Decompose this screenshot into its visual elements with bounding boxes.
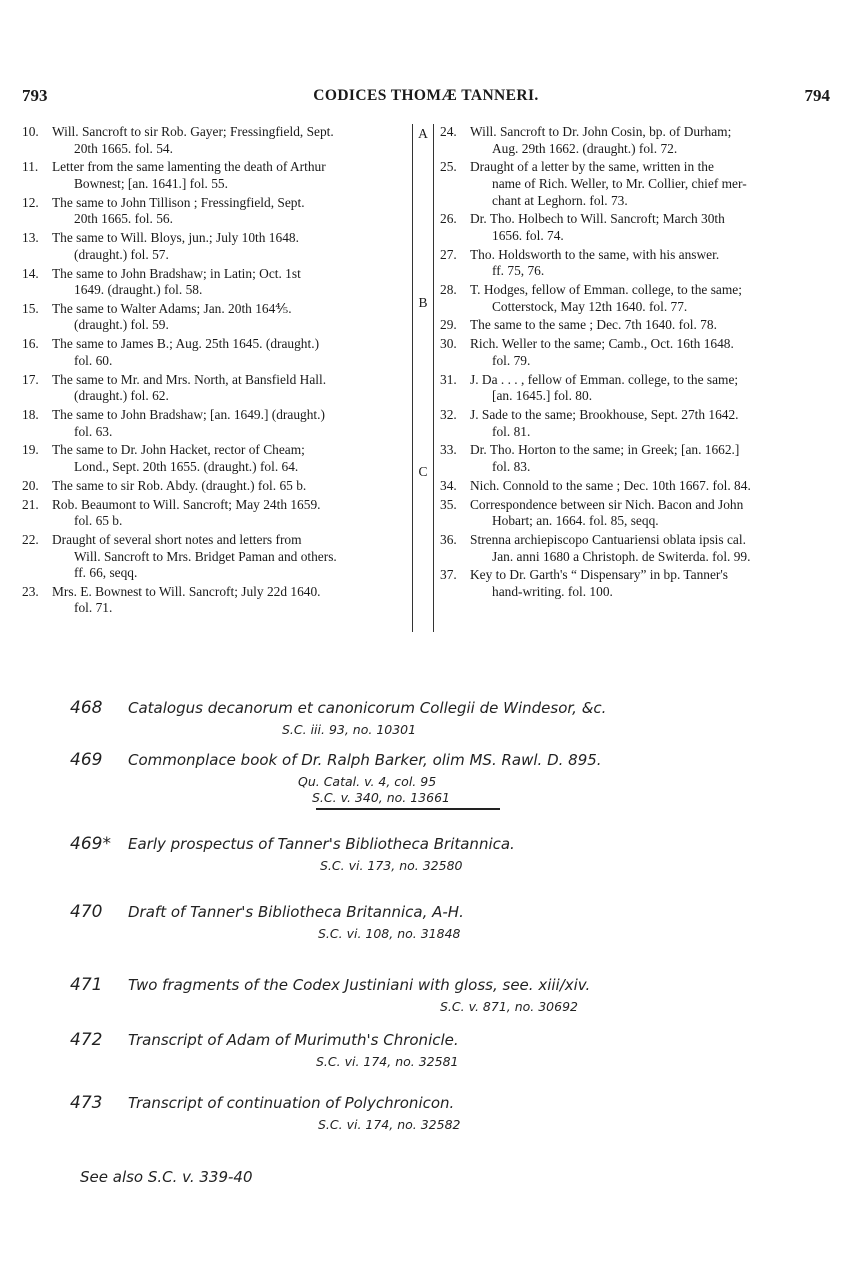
entry-line: Jan. anni 1680 a Christoph. de Switerda. fol. 99. (492, 548, 751, 564)
entry-line: (draught.) fol. 62. (74, 388, 169, 404)
catalogue-entry (440, 497, 828, 530)
handwritten-description: Transcript of Adam of Murimuth's Chronicle. (128, 1031, 459, 1049)
catalogue-entry (22, 230, 408, 263)
entry-line: Rob. Beaumont to Will. Sancroft; May 24th 1659. (52, 496, 321, 512)
page-number-left: 793 (22, 86, 48, 105)
entry-number: 12. (22, 194, 39, 210)
handwritten-shelfmark: 469* (70, 834, 111, 854)
entry-line: The same to Mr. and Mrs. North, at Bansfield Hall. (52, 371, 327, 387)
entry-line: 1656. fol. 74. (492, 227, 564, 243)
entry-line: 20th 1665. fol. 56. (74, 211, 173, 227)
column-divider-left (412, 124, 413, 632)
entry-line: [an. 1645.] fol. 80. (492, 388, 593, 404)
catalogue-entry (22, 124, 408, 157)
catalogue-entry (22, 584, 408, 617)
entry-line: Will. Sancroft to sir Rob. Gayer; Fressingfield, Sept. (52, 124, 334, 139)
catalogue-entry (440, 442, 828, 475)
section-marker-c: C (418, 464, 428, 479)
catalogue-entry (22, 266, 408, 299)
entry-line: fol. 79. (492, 352, 531, 368)
catalogue-entry (440, 247, 828, 280)
see-also-note: See also S.C. v. 339-40 (80, 1168, 253, 1186)
catalogue-entry (440, 372, 828, 405)
handwritten-description: Draft of Tanner's Bibliotheca Britannica, A-H. (128, 903, 464, 921)
entry-line: Will. Sancroft to Mrs. Bridget Paman and others. (74, 548, 337, 564)
handwritten-shelfmark: 472 (70, 1030, 103, 1050)
entry-number: 29. (440, 317, 457, 333)
section-marker-b: B (418, 295, 428, 310)
catalogue-entry (22, 301, 408, 334)
entry-line: (draught.) fol. 59. (74, 317, 169, 333)
entry-line: The same to Walter Adams; Jan. 20th 164⅘. (52, 300, 292, 316)
entry-line: Draught of a letter by the same, written in the (470, 159, 714, 175)
catalogue-entry (440, 567, 828, 600)
entry-line: ff. 66, seqq. (74, 565, 138, 581)
entry-number: 28. (440, 282, 457, 298)
entry-line: The same to sir Rob. Abdy. (draught.) fol. 65 b. (52, 477, 307, 493)
entry-number: 10. (22, 124, 39, 139)
entry-line: T. Hodges, fellow of Emman. college, to the same; (470, 282, 742, 298)
catalogue-entry (440, 211, 828, 244)
entry-number: 27. (440, 246, 457, 262)
catalogue-entry (440, 124, 828, 157)
catalogue-entry (440, 336, 828, 369)
entry-number: 11. (22, 159, 39, 175)
handwritten-description: Catalogus decanorum et canonicorum Collegii de Windesor, &c. (128, 699, 607, 717)
handwritten-reference: S.C. vi. 173, no. 32580 (320, 858, 463, 873)
handwritten-underline (316, 808, 500, 810)
entry-number: 37. (440, 567, 457, 583)
entry-line: hand-writing. fol. 100. (492, 583, 613, 599)
entry-number: 20. (22, 477, 39, 493)
handwritten-reference: Qu. Catal. v. 4, col. 95 (298, 774, 437, 789)
page-header (22, 86, 830, 110)
entry-line: Correspondence between sir Nich. Bacon and John (470, 496, 744, 512)
entry-line: The same to John Bradshaw; [an. 1649.] (draught.) (52, 407, 325, 422)
entry-number: 32. (440, 407, 457, 422)
catalogue-entry (22, 372, 408, 405)
entry-line: Lond., Sept. 20th 1655. (draught.) fol. 64. (74, 458, 299, 474)
entry-number: 31. (440, 371, 457, 387)
entry-line: Mrs. E. Bownest to Will. Sancroft; July 22d 1640. (52, 583, 321, 599)
entry-line: Aug. 29th 1662. (draught.) fol. 72. (492, 140, 678, 156)
entry-line: Cotterstock, May 12th 1640. fol. 77. (492, 298, 688, 314)
entry-line: fol. 60. (74, 352, 113, 368)
catalogue-entry (22, 407, 408, 440)
entry-line: Tho. Holdsworth to the same, with his answer. (470, 246, 720, 262)
entry-line: J. Sade to the same; Brookhouse, Sept. 27th 1642. (470, 407, 739, 422)
left-column (22, 124, 408, 619)
catalogue-entry (22, 336, 408, 369)
entry-line: Dr. Tho. Horton to the same; in Greek; [an. 1662.] (470, 442, 740, 458)
entry-number: 30. (440, 336, 457, 352)
handwritten-reference: S.C. iii. 93, no. 10301 (282, 722, 417, 737)
section-marker-a: A (418, 126, 428, 141)
entry-line: fol. 71. (74, 600, 113, 616)
entry-line: Will. Sancroft to Dr. John Cosin, bp. of Durham; (470, 124, 732, 139)
catalogue-entry (440, 532, 828, 565)
catalogue-entry (440, 159, 828, 209)
entry-number: 33. (440, 442, 457, 458)
entry-number: 19. (22, 442, 39, 458)
entry-line: Nich. Connold to the same ; Dec. 10th 1667. fol. 84. (470, 477, 751, 493)
handwritten-shelfmark: 471 (70, 975, 103, 995)
handwritten-description: Early prospectus of Tanner's Bibliotheca Britannica. (128, 835, 515, 853)
catalogue-entry (22, 497, 408, 530)
entry-number: 24. (440, 124, 457, 139)
handwritten-description: Two fragments of the Codex Justiniani with gloss, see. xiii/xiv. (128, 976, 591, 994)
entry-line: fol. 65 b. (74, 513, 123, 529)
handwritten-reference: S.C. vi. 174, no. 32581 (316, 1054, 459, 1069)
entry-number: 35. (440, 496, 457, 512)
entry-line: 1649. (draught.) fol. 58. (74, 282, 203, 298)
entry-line: (draught.) fol. 57. (74, 246, 169, 262)
entry-number: 15. (22, 300, 39, 316)
handwritten-reference: S.C. vi. 108, no. 31848 (318, 926, 461, 941)
handwritten-reference: S.C. v. 871, no. 30692 (440, 999, 578, 1014)
entry-number: 18. (22, 407, 39, 422)
entry-line: The same to John Bradshaw; in Latin; Oct. 1st (52, 265, 301, 281)
entry-line: The same to Will. Bloys, jun.; July 10th 1648. (52, 230, 299, 246)
handwritten-shelfmark: 470 (70, 902, 103, 922)
page-number-right: 794 (804, 86, 830, 105)
entry-number: 21. (22, 496, 39, 512)
entry-number: 36. (440, 531, 457, 547)
entry-line: fol. 63. (74, 423, 113, 439)
handwritten-reference: S.C. v. 340, no. 13661 (312, 790, 450, 805)
handwritten-reference: S.C. vi. 174, no. 32582 (318, 1117, 461, 1132)
entry-line: J. Da . . . , fellow of Emman. college, to the same; (470, 371, 739, 387)
entry-line: chant at Leghorn. fol. 73. (492, 192, 628, 208)
entry-number: 34. (440, 477, 457, 493)
entry-line: Hobart; an. 1664. fol. 85, seqq. (492, 513, 659, 529)
catalogue-entry (22, 532, 408, 582)
entry-line: fol. 81. (492, 423, 531, 439)
entry-line: ff. 75, 76. (492, 263, 545, 279)
catalogue-entry (22, 442, 408, 475)
entry-line: The same to John Tillison ; Fressingfield, Sept. (52, 194, 305, 210)
entry-line: Dr. Tho. Holbech to Will. Sancroft; March 30th (470, 211, 725, 227)
catalogue-entry (440, 317, 828, 334)
handwritten-shelfmark: 468 (70, 698, 103, 718)
catalogue-entry (22, 159, 408, 192)
entry-line: Key to Dr. Garth's “ Dispensary” in bp. Tanner's (470, 567, 729, 583)
entry-line: Rich. Weller to the same; Camb., Oct. 16th 1648. (470, 336, 734, 352)
catalogue-entry (440, 282, 828, 315)
column-divider-right (433, 124, 434, 632)
catalogue-entry (440, 478, 828, 495)
catalogue-entry (440, 407, 828, 440)
entry-number: 14. (22, 265, 39, 281)
entry-line: The same to James B.; Aug. 25th 1645. (draught.) (52, 336, 320, 352)
entry-number: 23. (22, 583, 39, 599)
right-column (440, 124, 828, 603)
entry-line: The same to Dr. John Hacket, rector of Cheam; (52, 442, 305, 458)
handwritten-shelfmark: 469 (70, 750, 103, 770)
entry-line: The same to the same ; Dec. 7th 1640. fol. 78. (470, 317, 717, 333)
entry-number: 16. (22, 336, 39, 352)
entry-line: 20th 1665. fol. 54. (74, 140, 173, 156)
handwritten-shelfmark: 473 (70, 1093, 103, 1113)
entry-line: name of Rich. Weller, to Mr. Collier, chief mer- (492, 175, 747, 191)
entry-number: 17. (22, 371, 39, 387)
entry-number: 25. (440, 159, 457, 175)
entry-number: 13. (22, 230, 39, 246)
entry-number: 22. (22, 531, 39, 547)
entry-line: Letter from the same lamenting the death of Arthur (52, 159, 326, 175)
entry-line: Bownest; [an. 1641.] fol. 55. (74, 175, 228, 191)
handwritten-description: Commonplace book of Dr. Ralph Barker, olim MS. Rawl. D. 895. (128, 751, 602, 769)
page-title: CODICES THOMÆ TANNERI. (313, 87, 539, 104)
entry-line: Strenna archiepiscopo Cantuariensi oblata ipsis cal. (470, 531, 746, 547)
catalogue-entry (22, 478, 408, 495)
entry-number: 26. (440, 211, 457, 227)
entry-line: fol. 83. (492, 458, 531, 474)
handwritten-description: Transcript of continuation of Polychronicon. (128, 1094, 455, 1112)
entry-line: Draught of several short notes and letters from (52, 531, 302, 547)
catalogue-entry (22, 195, 408, 228)
